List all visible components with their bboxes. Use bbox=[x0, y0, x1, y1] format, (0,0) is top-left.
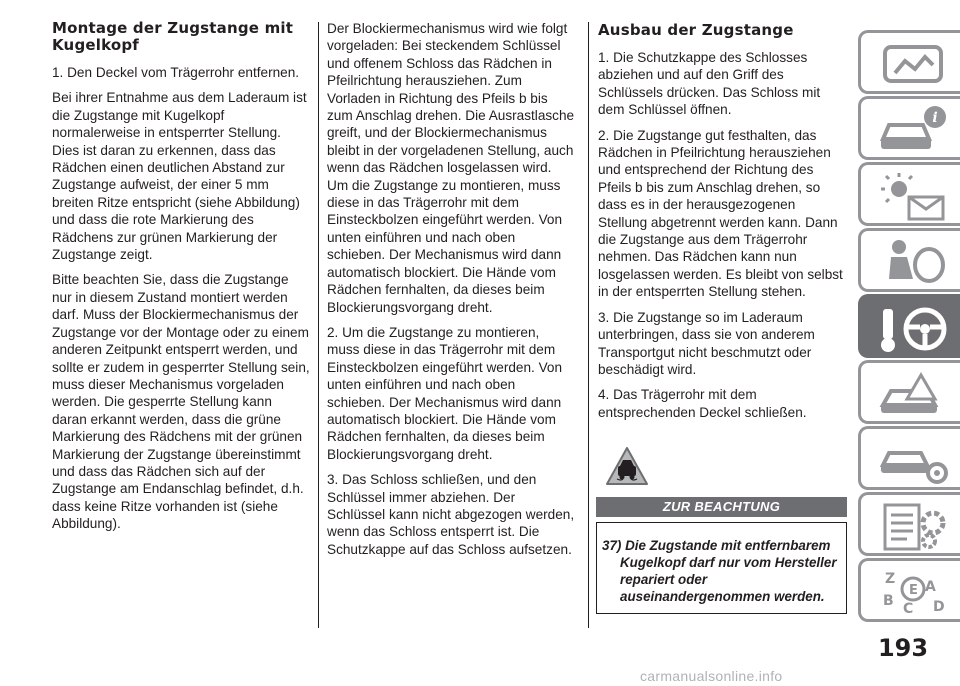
tab-emergency[interactable] bbox=[858, 360, 960, 424]
paragraph: 3. Die Zugstange so im Laderaum unterbringen, dass sie von anderem Transportgut nicht beschmutzt oder beschädigt wird. bbox=[598, 309, 815, 377]
paragraph: 2. Die Zugstange gut festhalten, das Rädchen in Pfeilrichtung herausziehen und entsprechend der Richtung des Pfeils b bis zum Anschlag drehen, so dass es in der herausgezogenen Stellung abgetrennt werden kann. Dann die Zugstange aus dem Trägerrohr nehmen. Das Rädchen kann nun losgelassen werden. Es bleibt von selbst in der entsperrten Stellung stehen. bbox=[598, 127, 843, 300]
section-heading: Ausbau der Zugstange bbox=[598, 21, 794, 39]
technical-data-icon bbox=[869, 499, 957, 555]
tab-technical-data[interactable] bbox=[858, 492, 960, 556]
column-middle bbox=[327, 20, 575, 566]
svg-text:A: A bbox=[925, 579, 936, 595]
tab-index[interactable] bbox=[858, 558, 960, 622]
column-left bbox=[52, 20, 310, 541]
car-breakdown-icon bbox=[869, 367, 957, 423]
svg-text:E: E bbox=[909, 583, 918, 598]
alphabetical-index-icon bbox=[869, 565, 957, 621]
maintenance-car-icon bbox=[869, 433, 957, 489]
tab-maintenance[interactable] bbox=[858, 426, 960, 490]
paragraph: 1. Die Schutzkappe des Schlosses abziehen und auf den Griff des Schlüssels drücken. Das Schloss mit dem Schlüssel öffnen. bbox=[598, 50, 821, 118]
page-number: 193 bbox=[877, 634, 929, 662]
warning-header: ZUR BEACHTUNG bbox=[596, 497, 847, 517]
paragraph: Bitte beachten Sie, dass die Zugstange nur in diesem Zustand montiert werden darf. Muss der Blockiermechanismus der Zugstange vor der Montage oder zu einem anderen Zeitpunkt entsperrt werden, und sollte er zudem in gesperrter Stellung sein, muss dieser Mechanismus vorgeladen werden. Die gesperrte Stellung kann daran erkannt werden, dass die grüne Markierung des Rädchens mit der grünen Markierung der Zugstange übereinstimmt und dass das Rädchen sich auf der Zugstange am Endanschlag befindet, d.h. dass keine Ritze vorhanden ist (siehe Abbildung). bbox=[52, 272, 310, 532]
svg-text:Z: Z bbox=[885, 571, 896, 587]
paragraph: 2. Um die Zugstange zu montieren, muss diese in das Trägerrohr mit dem Einsteckbolzen eingeführt werden. Von unten einführen und nach oben schieben. Der Mechanismus wird dann automatisch blockiert. Die Hände vom Rädchen fernhalten, da dieses beim Blockierungsvorgang dreht. bbox=[327, 324, 563, 462]
column-right bbox=[598, 22, 848, 429]
car-info-icon bbox=[869, 103, 957, 159]
paragraph: Der Blockiermechanismus wird wie folgt vorgeladen: Bei steckendem Schlüssel und offenem Schloss das Rädchen in Pfeilrichtung herausziehen. Zum Vorladen in Richtung des Pfeils b bis zum Anschlag drehen. Die Ausrastlasche greift, und der Blockiermechanismus bleibt in der vorgeladenen Stellung, auch wenn das Rädchen losgelassen wird. Um die Zugstange zu montieren, muss diese in das Trägerrohr mit dem Einsteckbolzen eingeführt werden. Von unten einführen und nach oben schieben. Der Mechanismus wird dann automatisch blockiert. Die Hände vom Rädchen fernhalten, da dieses beim Blockierungsvorgang dreht. bbox=[327, 21, 575, 315]
warning-box bbox=[596, 522, 847, 614]
paragraph: 1. Den Deckel vom Trägerrohr entfernen. bbox=[52, 65, 300, 80]
watermark: carmanualsonline.info bbox=[640, 668, 783, 684]
paragraph: 3. Das Schloss schließen, und den Schlüssel immer abziehen. Der Schlüssel kann nicht abgezogen werden, wenn das Schloss entsperrt ist. Die Schutzkappe auf das Schloss aufsetzen. bbox=[327, 472, 575, 557]
key-steering-wheel-icon bbox=[869, 301, 957, 357]
tab-starting-driving[interactable] bbox=[858, 294, 960, 358]
svg-text:D: D bbox=[933, 599, 945, 615]
warning-text: 37) Die Zugstande mit entfernbarem Kugelkopf darf nur vom Hersteller repariert oder auseinandergenommen werden. bbox=[602, 538, 837, 604]
warning-light-message-icon bbox=[869, 169, 957, 225]
column-divider bbox=[318, 22, 319, 628]
car-dashboard-icon bbox=[869, 37, 957, 93]
driving-warning-icon bbox=[605, 446, 649, 486]
column-divider bbox=[588, 22, 589, 628]
tab-warning-lights[interactable] bbox=[858, 162, 960, 226]
svg-text:i: i bbox=[932, 110, 938, 126]
section-heading: Montage der Zugstange mit Kugelkopf bbox=[52, 19, 294, 54]
svg-text:B: B bbox=[883, 593, 894, 609]
svg-text:C: C bbox=[903, 601, 914, 617]
paragraph: 4. Das Trägerrohr mit dem entsprechenden Deckel schließen. bbox=[598, 387, 807, 420]
tab-safety[interactable] bbox=[858, 228, 960, 292]
paragraph: Bei ihrer Entnahme aus dem Laderaum ist die Zugstange mit Kugelkopf normalerweise in entsperrter Stellung. Dies ist daran zu erkennen, dass das Rädchen einen deutlichen Abstand zur Zugstange aufweist, der einer 5 mm breiten Ritze entspricht (siehe Abbildung) und dass die rote Markierung des Rädchens zur grünen Markierung der Zugstange zeigt. bbox=[52, 90, 307, 263]
airbag-passenger-icon bbox=[869, 235, 957, 291]
tab-vehicle-info[interactable] bbox=[858, 96, 960, 160]
tab-dashboard[interactable] bbox=[858, 30, 960, 94]
